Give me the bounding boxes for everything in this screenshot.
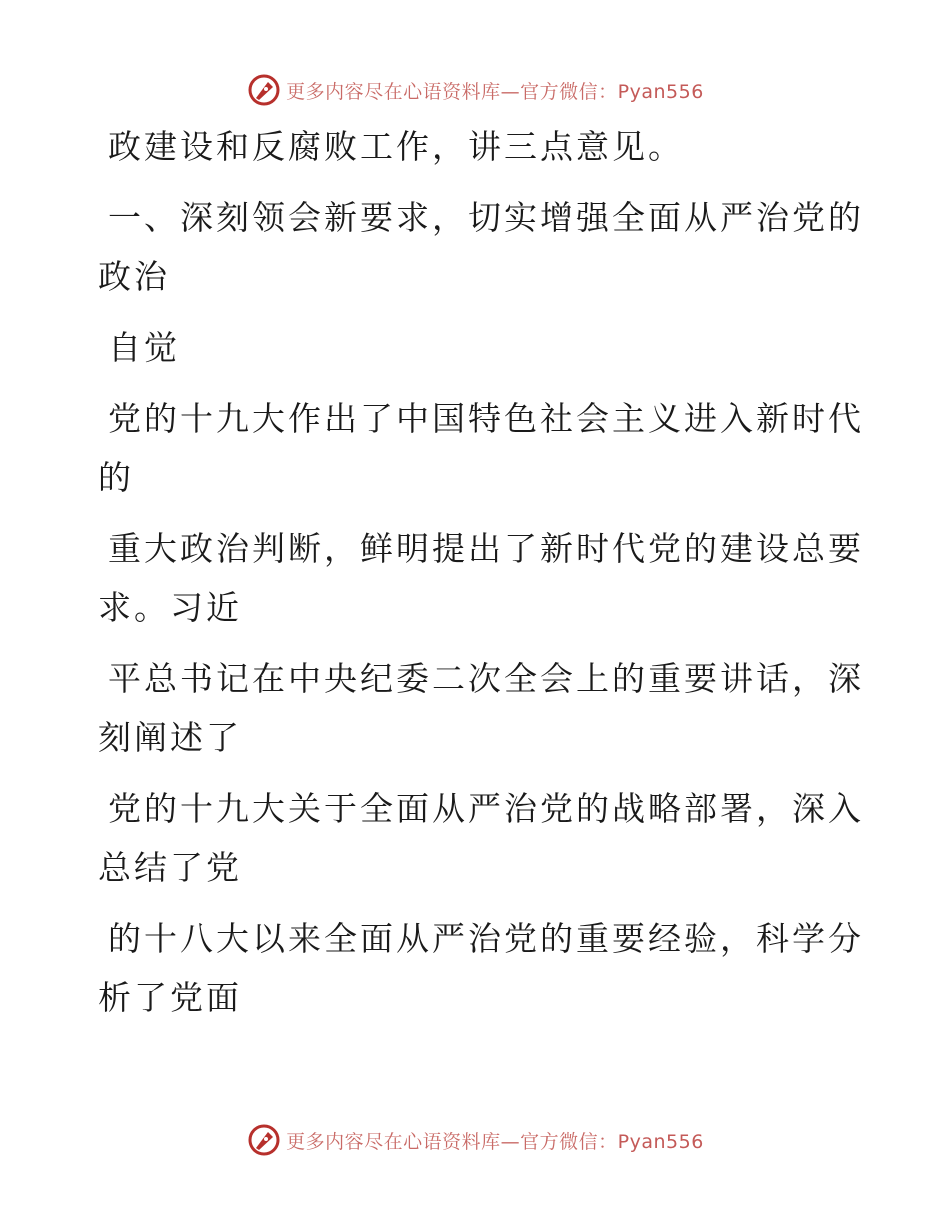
footer-banner-text: 更多内容尽在心语资料库—官方微信：Pyan556 xyxy=(286,1130,704,1153)
header-banner-account: Pyan556 xyxy=(617,80,704,103)
body-line-6: 的 xyxy=(98,458,134,497)
body-line-11: 党的十九大关于全面从严治党的战略部署，深入 xyxy=(108,789,864,828)
body-line-14: 析了党面 xyxy=(98,978,242,1017)
pen-nib-logo-icon xyxy=(246,1122,282,1158)
header-banner-text: 更多内容尽在心语资料库—官方微信：Pyan556 xyxy=(286,80,704,103)
body-line-3: 政治 xyxy=(98,257,170,296)
body-line-10: 刻阐述了 xyxy=(98,718,242,757)
body-line-4: 自觉 xyxy=(108,328,180,367)
body-line-8: 求。习近 xyxy=(98,588,242,627)
body-line-12: 总结了党 xyxy=(98,848,242,887)
document-body xyxy=(98,127,864,1017)
body-line-2: 一、深刻领会新要求，切实增强全面从严治党的 xyxy=(108,198,864,237)
footer-banner xyxy=(0,1120,950,1160)
body-line-7: 重大政治判断，鲜明提出了新时代党的建设总要 xyxy=(108,529,864,568)
footer-banner-account: Pyan556 xyxy=(617,1130,704,1153)
body-line-9: 平总书记在中央纪委二次全会上的重要讲话，深 xyxy=(108,659,864,698)
body-line-1: 政建设和反腐败工作，讲三点意见。 xyxy=(108,127,684,166)
header-banner xyxy=(0,70,950,110)
body-line-5: 党的十九大作出了中国特色社会主义进入新时代 xyxy=(108,399,864,438)
body-line-13: 的十八大以来全面从严治党的重要经验，科学分 xyxy=(108,919,864,958)
pen-nib-logo-icon xyxy=(246,72,282,108)
